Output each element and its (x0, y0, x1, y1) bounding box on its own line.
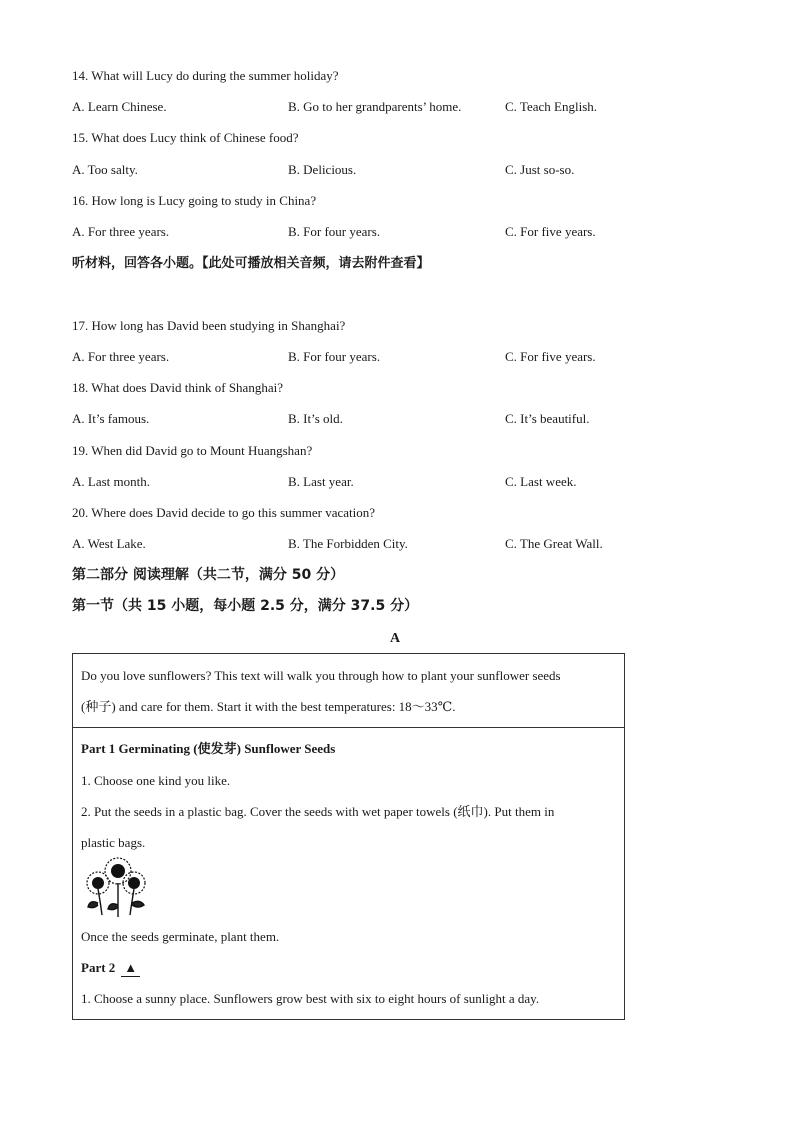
question-20-option-b: B. The Forbidden City. (288, 536, 408, 551)
question-17-stem: 17. How long has David been studying in Shanghai? (72, 318, 346, 333)
part-1-step-2-line-1: 2. Put the seeds in a plastic bag. Cover the seeds with wet paper towels (纸巾). Put them in (81, 804, 555, 819)
question-17-option-a: A. For three years. (72, 349, 170, 364)
part-2-answer-blank: ▲ (121, 960, 140, 977)
part-2-heading (81, 960, 140, 977)
question-16-option-a: A. For three years. (72, 224, 170, 239)
part-2-title: Part 2 (81, 960, 116, 975)
reading-section-title: 第一节（共 15 小题，每小题 2.5 分，满分 37.5 分） (72, 598, 419, 614)
passage-intro-line-1: Do you love sunflowers? This text will walk you through how to plant your sunflower seeds (81, 668, 561, 683)
passage-body-box (72, 727, 625, 1020)
question-18-option-c: C. It’s beautiful. (505, 411, 590, 426)
passage-intro-line-2: (种子) and care for them. Start it with the best temperatures: 18～33℃. (81, 699, 456, 714)
question-18-option-b: B. It’s old. (288, 411, 343, 426)
question-19-option-c: C. Last week. (505, 474, 577, 489)
question-16-option-b: B. For four years. (288, 224, 381, 239)
question-14-stem: 14. What will Lucy do during the summer holiday? (72, 68, 339, 83)
question-18-stem: 18. What does David think of Shanghai? (72, 380, 283, 395)
question-14-option-c: C. Teach English. (505, 99, 598, 114)
passage-intro-box (72, 653, 625, 728)
part-1-step-1: 1. Choose one kind you like. (81, 773, 231, 788)
question-19-option-a: A. Last month. (72, 474, 150, 489)
question-14-option-b: B. Go to her grandparents’ home. (288, 99, 462, 114)
question-17-option-b: B. For four years. (288, 349, 381, 364)
passage-letter: A (390, 631, 401, 646)
question-14-option-a: A. Learn Chinese. (72, 99, 167, 114)
part-1-step-2-line-2: plastic bags. (81, 835, 146, 850)
listening-instruction: 听材料，回答各小题。【此处可播放相关音频，请去附件查看】 (72, 256, 430, 271)
question-19-option-b: B. Last year. (288, 474, 354, 489)
question-16-stem: 16. How long is Lucy going to study in China? (72, 193, 317, 208)
question-18-option-a: A. It’s famous. (72, 411, 150, 426)
question-17-option-c: C. For five years. (505, 349, 596, 364)
question-15-option-c: C. Just so-so. (505, 162, 575, 177)
question-16-option-c: C. For five years. (505, 224, 596, 239)
sunflower-illustration (82, 855, 152, 921)
question-15-option-b: B. Delicious. (288, 162, 357, 177)
question-15-option-a: A. Too salty. (72, 162, 138, 177)
question-19-stem: 19. When did David go to Mount Huangshan? (72, 443, 313, 458)
question-15-stem: 15. What does Lucy think of Chinese food? (72, 130, 299, 145)
reading-part-title: 第二部分 阅读理解（共二节，满分 50 分） (72, 567, 345, 583)
part-2-step-1: 1. Choose a sunny place. Sunflowers grow best with six to eight hours of sunlight a day. (81, 991, 540, 1006)
question-20-stem: 20. Where does David decide to go this summer vacation? (72, 505, 376, 520)
part-1-title: Part 1 Germinating (使发芽) Sunflower Seeds (81, 741, 336, 756)
part-1-step-3: Once the seeds germinate, plant them. (81, 929, 280, 944)
question-20-option-c: C. The Great Wall. (505, 536, 603, 551)
question-20-option-a: A. West Lake. (72, 536, 146, 551)
